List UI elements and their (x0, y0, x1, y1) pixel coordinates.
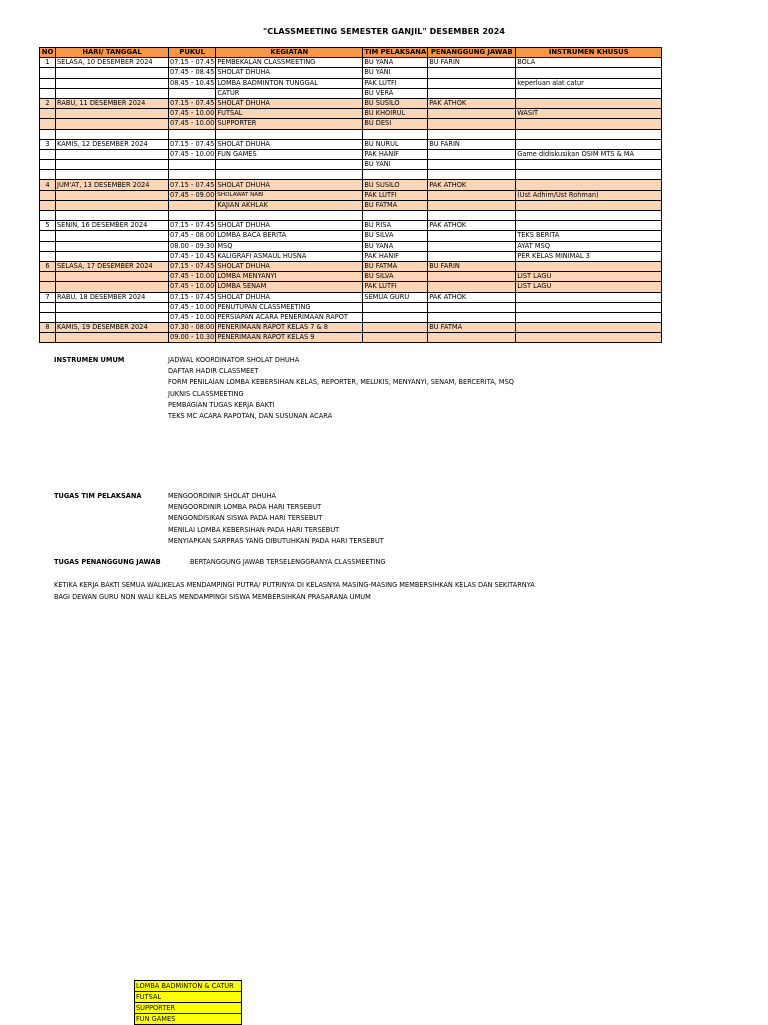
cell-day (56, 119, 169, 129)
cell-activity: LOMBA BADMINTON TUNGGAL (216, 78, 363, 88)
cell-pj (428, 200, 516, 210)
cell-no: 2 (40, 98, 56, 108)
cell-pj: BU FARIN (428, 58, 516, 68)
instrumen-umum-item: DAFTAR HADIR CLASSMEET (168, 367, 259, 376)
tugas-tim-item: MENGOORDINIR LOMBA PADA HARI TERSEBUT (168, 503, 322, 512)
cell-instrument (516, 323, 662, 333)
cell-time (169, 211, 216, 221)
cell-no (40, 119, 56, 129)
cell-day (56, 251, 169, 261)
cell-team (363, 323, 428, 333)
cell-no: 1 (40, 58, 56, 68)
cell-pj: BU FARIN (428, 261, 516, 271)
table-row (40, 160, 662, 170)
cell-time: 07.45 - 09.00 (170, 190, 215, 199)
col-header-pj: PENANGGUNG JAWAB (428, 48, 516, 58)
table-row (40, 333, 662, 343)
table-row (40, 282, 662, 292)
cell-no (40, 211, 56, 221)
cell-activity: SHOLAT DHUHA (216, 98, 363, 108)
cell-pj: PAK ATHOK (428, 98, 516, 108)
cell-no (40, 170, 56, 180)
cell-activity: SHOLAT DHUHA (216, 68, 363, 78)
cell-instrument (516, 261, 662, 271)
cell-day (56, 190, 169, 200)
cell-instrument (516, 302, 662, 312)
table-row (40, 119, 662, 129)
table-row (40, 292, 662, 302)
legend-item: FUN GAMES (134, 1014, 242, 1025)
cell-instrument (516, 129, 662, 139)
cell-team: BU SILVA (363, 231, 428, 241)
cell-day (56, 78, 169, 88)
cell-time: 07.45 - 10.00 (170, 119, 215, 128)
cell-day (56, 302, 169, 312)
table-row (40, 200, 662, 210)
cell-instrument: (Ust Adhim/Ust Rohman) (516, 190, 662, 200)
cell-time: 07.45 - 10.45 (170, 251, 215, 260)
cell-time: 08.00 - 09.30 (170, 241, 215, 250)
cell-activity: SHOLAT DHUHA (216, 261, 363, 271)
cell-instrument: PER KELAS MINIMAL 3 (516, 251, 662, 261)
cell-activity: SUPPORTER (216, 119, 363, 129)
legend-item: LOMBA BADMINTON & CATUR (134, 980, 242, 992)
cell-no: 5 (40, 221, 56, 231)
cell-no (40, 333, 56, 343)
cell-time: 07.30 - 08.00 (170, 323, 215, 332)
cell-day (56, 129, 169, 139)
col-header-team: TIM PELAKSANA (364, 48, 427, 57)
cell-pj (428, 251, 516, 261)
instrumen-umum-label: INSTRUMEN UMUM (54, 356, 125, 364)
note-line: BAGI DEWAN GURU NON WALI KELAS MENDAMPINGI SISWA MEMBERSIHKAN PRASARANA UMUM (54, 592, 371, 601)
tugas-tim-item: MENGONDISIKAN SISWA PADA HARI TERSEBUT (168, 514, 323, 523)
cell-no: 6 (40, 261, 56, 271)
cell-day (56, 241, 169, 251)
instrumen-umum-item: JUKNIS CLASSMEETING (168, 389, 244, 398)
instrumen-umum-item: FORM PENILAIAN LOMBA KEBERSIHAN KELAS, REPORTER, MELUKIS, MENYANYI, SENAM, BERCERITA, MSQ (168, 378, 514, 387)
cell-team: BU FATMA (363, 261, 428, 271)
cell-pj (428, 119, 516, 129)
cell-no (40, 282, 56, 292)
cell-day (56, 170, 169, 180)
cell-activity: MSQ (216, 241, 363, 251)
cell-time: 07.15 - 07.45 (170, 221, 215, 230)
cell-team: BU SILVA (363, 272, 428, 282)
cell-day (56, 231, 169, 241)
cell-pj: PAK ATHOK (428, 221, 516, 231)
cell-activity: LOMBA MENYANYI (216, 272, 363, 282)
cell-pj (428, 282, 516, 292)
tugas-tim-label: TUGAS TIM PELAKSANA (54, 492, 142, 500)
cell-activity: SHOLAWAT NABI (216, 190, 363, 200)
cell-activity: SHOLAT DHUHA (216, 180, 363, 190)
cell-no (40, 190, 56, 200)
col-header-instrument: INSTRUMEN KHUSUS (516, 48, 662, 58)
cell-time: 07.45 - 10.00 (170, 282, 215, 291)
cell-day: SELASA, 17 DESEMBER 2024 (56, 261, 169, 271)
cell-pj (428, 312, 516, 322)
cell-activity: FUN GAMES (216, 149, 363, 159)
cell-team (363, 129, 428, 139)
cell-activity: FUTSAL (216, 109, 363, 119)
cell-pj (428, 302, 516, 312)
cell-instrument: WASIT (516, 109, 662, 119)
col-header-no: NO (40, 48, 56, 58)
table-row (40, 109, 662, 119)
cell-time: 07.45 - 10.00 (170, 272, 215, 281)
notes-section (54, 580, 734, 603)
instrumen-umum-item: PEMBAGIAN TUGAS KERJA BAKTI (168, 400, 275, 409)
cell-pj (428, 170, 516, 180)
cell-pj (428, 68, 516, 78)
cell-team: BU SUSILO (363, 98, 428, 108)
table-row (40, 312, 662, 322)
cell-team: BU SUSILO (363, 180, 428, 190)
legend-item: SUPPORTER (134, 1003, 242, 1014)
cell-activity: LOMBA BACA BERITA (216, 231, 363, 241)
cell-team: PAK LUTFI (363, 282, 428, 292)
cell-no: 8 (40, 323, 56, 333)
table-row (40, 190, 662, 200)
cell-instrument (516, 180, 662, 190)
table-row (40, 170, 662, 180)
cell-team: PAK LUTFI (363, 78, 428, 88)
cell-team: BU KHOIRUL (363, 109, 428, 119)
cell-pj (428, 211, 516, 221)
cell-day (56, 333, 169, 343)
cell-time (169, 129, 216, 139)
cell-day (56, 109, 169, 119)
cell-day: KAMIS, 19 DESEMBER 2024 (56, 323, 169, 333)
cell-instrument (516, 312, 662, 322)
cell-pj (428, 160, 516, 170)
cell-instrument (516, 88, 662, 98)
cell-team (363, 211, 428, 221)
cell-instrument: AYAT MSQ (516, 241, 662, 251)
cell-time: 07.15 - 07.45 (170, 139, 215, 148)
cell-day (56, 282, 169, 292)
cell-instrument (516, 211, 662, 221)
cell-day: KAMIS, 12 DESEMBER 2024 (56, 139, 169, 149)
cell-activity: SHOLAT DHUHA (216, 139, 363, 149)
cell-day: SENIN, 16 DESEMBER 2024 (56, 221, 169, 231)
cell-team (363, 333, 428, 343)
cell-day (56, 88, 169, 98)
cell-day (56, 312, 169, 322)
cell-activity: CATUR (216, 88, 363, 98)
cell-no (40, 88, 56, 98)
cell-no: 7 (40, 292, 56, 302)
cell-activity: KALIGRAFI ASMAUL HUSNA (216, 251, 363, 261)
table-row (40, 98, 662, 108)
cell-day (56, 211, 169, 221)
table-row (40, 272, 662, 282)
cell-instrument: Game didiskusikan OSIM MTS & MA (516, 149, 662, 159)
table-row (40, 261, 662, 271)
table-row (40, 129, 662, 139)
schedule-table (39, 47, 662, 343)
col-header-day: HARI/ TANGGAL (56, 48, 169, 58)
cell-instrument: BOLA (516, 58, 662, 68)
cell-instrument (516, 200, 662, 210)
cell-pj: PAK ATHOK (428, 292, 516, 302)
cell-time: 07.45 - 10.00 (170, 302, 215, 311)
cell-day (56, 149, 169, 159)
cell-activity: SHOLAT DHUHA (216, 221, 363, 231)
cell-activity (216, 160, 363, 170)
cell-time: 07.45 - 08.45 (170, 68, 215, 77)
cell-pj: BU FATMA (428, 323, 516, 333)
cell-team (363, 302, 428, 312)
cell-team: BU FATMA (363, 200, 428, 210)
cell-pj (428, 88, 516, 98)
table-row (40, 58, 662, 68)
cell-time: 07.15 - 07.45 (170, 99, 215, 108)
table-row (40, 241, 662, 251)
instrumen-umum-item: JADWAL KOORDINATOR SHOLAT DHUHA (168, 356, 300, 364)
cell-team: PAK LUTFI (363, 190, 428, 200)
cell-activity (216, 129, 363, 139)
instrumen-umum-item: TEKS MC ACARA RAPOTAN, DAN SUSUNAN ACARA (168, 412, 333, 421)
cell-pj: BU FARIN (428, 139, 516, 149)
table-row (40, 231, 662, 241)
table-header-row (40, 48, 662, 58)
note-line: KETIKA KERJA BAKTI SEMUA WALIKELAS MENDAMPINGI PUTRA/ PUTRINYA DI KELASNYA MASING-MASING MEMBERSIHKAN KELAS DAN SEKITARNYA (54, 581, 535, 589)
cell-activity (216, 170, 363, 180)
cell-pj (428, 333, 516, 343)
cell-activity (216, 211, 363, 221)
cell-instrument (516, 119, 662, 129)
cell-day: RABU, 18 DESEMBER 2024 (56, 292, 169, 302)
cell-pj (428, 190, 516, 200)
cell-team: BU YANI (363, 68, 428, 78)
cell-time: 07.15 - 07.45 (170, 262, 215, 271)
cell-instrument (516, 221, 662, 231)
cell-no (40, 109, 56, 119)
cell-instrument: LIST LAGU (516, 282, 662, 292)
cell-pj (428, 129, 516, 139)
cell-activity: KAJIAN AKHLAK (216, 200, 363, 210)
cell-no (40, 160, 56, 170)
cell-no (40, 200, 56, 210)
cell-no (40, 149, 56, 159)
cell-time: 07.15 - 07.45 (170, 292, 215, 301)
tugas-tim-item: MENILAI LOMBA KEBERSIHAN PADA HARI TERSEBUT (168, 525, 340, 534)
cell-team: BU NURUL (363, 139, 428, 149)
cell-no: 4 (40, 180, 56, 190)
cell-pj: PAK ATHOK (428, 180, 516, 190)
tugas-pj-item: BERTANGGUNG JAWAB TERSELENGGRANYA CLASSMEETING (190, 558, 386, 566)
color-legend (134, 980, 242, 1025)
cell-activity: SHOLAT DHUHA (216, 292, 363, 302)
cell-instrument (516, 139, 662, 149)
cell-day: RABU, 11 DESEMBER 2024 (56, 98, 169, 108)
cell-instrument (516, 160, 662, 170)
cell-time: 07.45 - 10.00 (170, 109, 215, 118)
cell-pj (428, 272, 516, 282)
cell-instrument: TEKS BERITA (516, 231, 662, 241)
cell-no (40, 78, 56, 88)
cell-time: 07.15 - 07.45 (170, 180, 215, 189)
cell-time: 07.45 - 08.00 (170, 231, 215, 240)
cell-no (40, 251, 56, 261)
table-row (40, 221, 662, 231)
cell-activity: PENERIMAAN RAPOT KELAS 9 (216, 333, 363, 343)
table-row (40, 68, 662, 78)
cell-team: PAK HANIF (363, 251, 428, 261)
cell-instrument (516, 292, 662, 302)
cell-team: BU DESI (363, 119, 428, 129)
cell-pj (428, 149, 516, 159)
col-header-activity: KEGIATAN (216, 48, 363, 58)
cell-no (40, 68, 56, 78)
cell-instrument: LIST LAGU (516, 272, 662, 282)
cell-no (40, 241, 56, 251)
cell-time (169, 88, 216, 98)
cell-no (40, 129, 56, 139)
cell-instrument (516, 68, 662, 78)
tugas-tim-item: MENGOORDINIR SHOLAT DHUHA (168, 492, 277, 500)
cell-no (40, 272, 56, 282)
cell-team: SEMUA GURU (363, 292, 428, 302)
cell-team: BU VERA (363, 88, 428, 98)
cell-team (363, 170, 428, 180)
cell-time: 07.45 - 10.00 (170, 149, 215, 158)
table-row (40, 78, 662, 88)
cell-team: BU RISA (363, 221, 428, 231)
cell-day: JUM'AT, 13 DESEMBER 2024 (56, 180, 169, 190)
table-row (40, 149, 662, 159)
cell-pj (428, 241, 516, 251)
cell-no (40, 231, 56, 241)
cell-team: BU YANI (363, 160, 428, 170)
legend-item: FUTSAL (134, 992, 242, 1003)
table-row (40, 251, 662, 261)
cell-day: SELASA, 10 DESEMBER 2024 (56, 58, 169, 68)
cell-pj (428, 231, 516, 241)
col-header-time: PUKUL (169, 48, 216, 58)
cell-activity: PENERIMAAN RAPOT KELAS 7 & 8 (216, 323, 363, 333)
cell-time: 09.00 - 10.30 (170, 333, 215, 342)
cell-day (56, 160, 169, 170)
cell-activity: PEMBEKALAN CLASSMEETING (216, 58, 363, 68)
cell-time (169, 200, 216, 210)
cell-activity: PERSIAPAN ACARA PENERIMAAN RAPOT (216, 312, 363, 322)
cell-instrument (516, 333, 662, 343)
table-row (40, 139, 662, 149)
cell-no: 3 (40, 139, 56, 149)
cell-no (40, 312, 56, 322)
cell-time (169, 170, 216, 180)
table-row (40, 180, 662, 190)
cell-activity: LOMBA SENAM (216, 282, 363, 292)
tugas-pj-label: TUGAS PENANGGUNG JAWAB (54, 558, 161, 566)
cell-no (40, 302, 56, 312)
tugas-tim-item: MENYIAPKAN SARPRAS YANG DIBUTUHKAN PADA HARI TERSEBUT (168, 536, 384, 545)
cell-day (56, 272, 169, 282)
cell-pj (428, 78, 516, 88)
table-row (40, 302, 662, 312)
cell-team: BU YANA (363, 58, 428, 68)
cell-instrument: keperluan alat catur (516, 78, 662, 88)
table-row (40, 211, 662, 221)
cell-team (363, 312, 428, 322)
table-row (40, 323, 662, 333)
cell-team: BU YANA (363, 241, 428, 251)
cell-team: PAK HANIF (363, 149, 428, 159)
cell-instrument (516, 170, 662, 180)
cell-time: 07.45 - 10.00 (170, 312, 215, 321)
page-title: "CLASSMEETING SEMESTER GANJIL" DESEMBER 2024 (262, 27, 506, 36)
cell-activity: PENUTUPAN CLASSMEETING (216, 302, 363, 312)
cell-instrument (516, 98, 662, 108)
cell-day (56, 200, 169, 210)
cell-time: 08.45 - 10.45 (170, 78, 215, 87)
cell-pj (428, 109, 516, 119)
table-row (40, 88, 662, 98)
cell-time: 07.15 - 07.45 (170, 58, 215, 67)
cell-day (56, 68, 169, 78)
cell-time (169, 160, 216, 170)
